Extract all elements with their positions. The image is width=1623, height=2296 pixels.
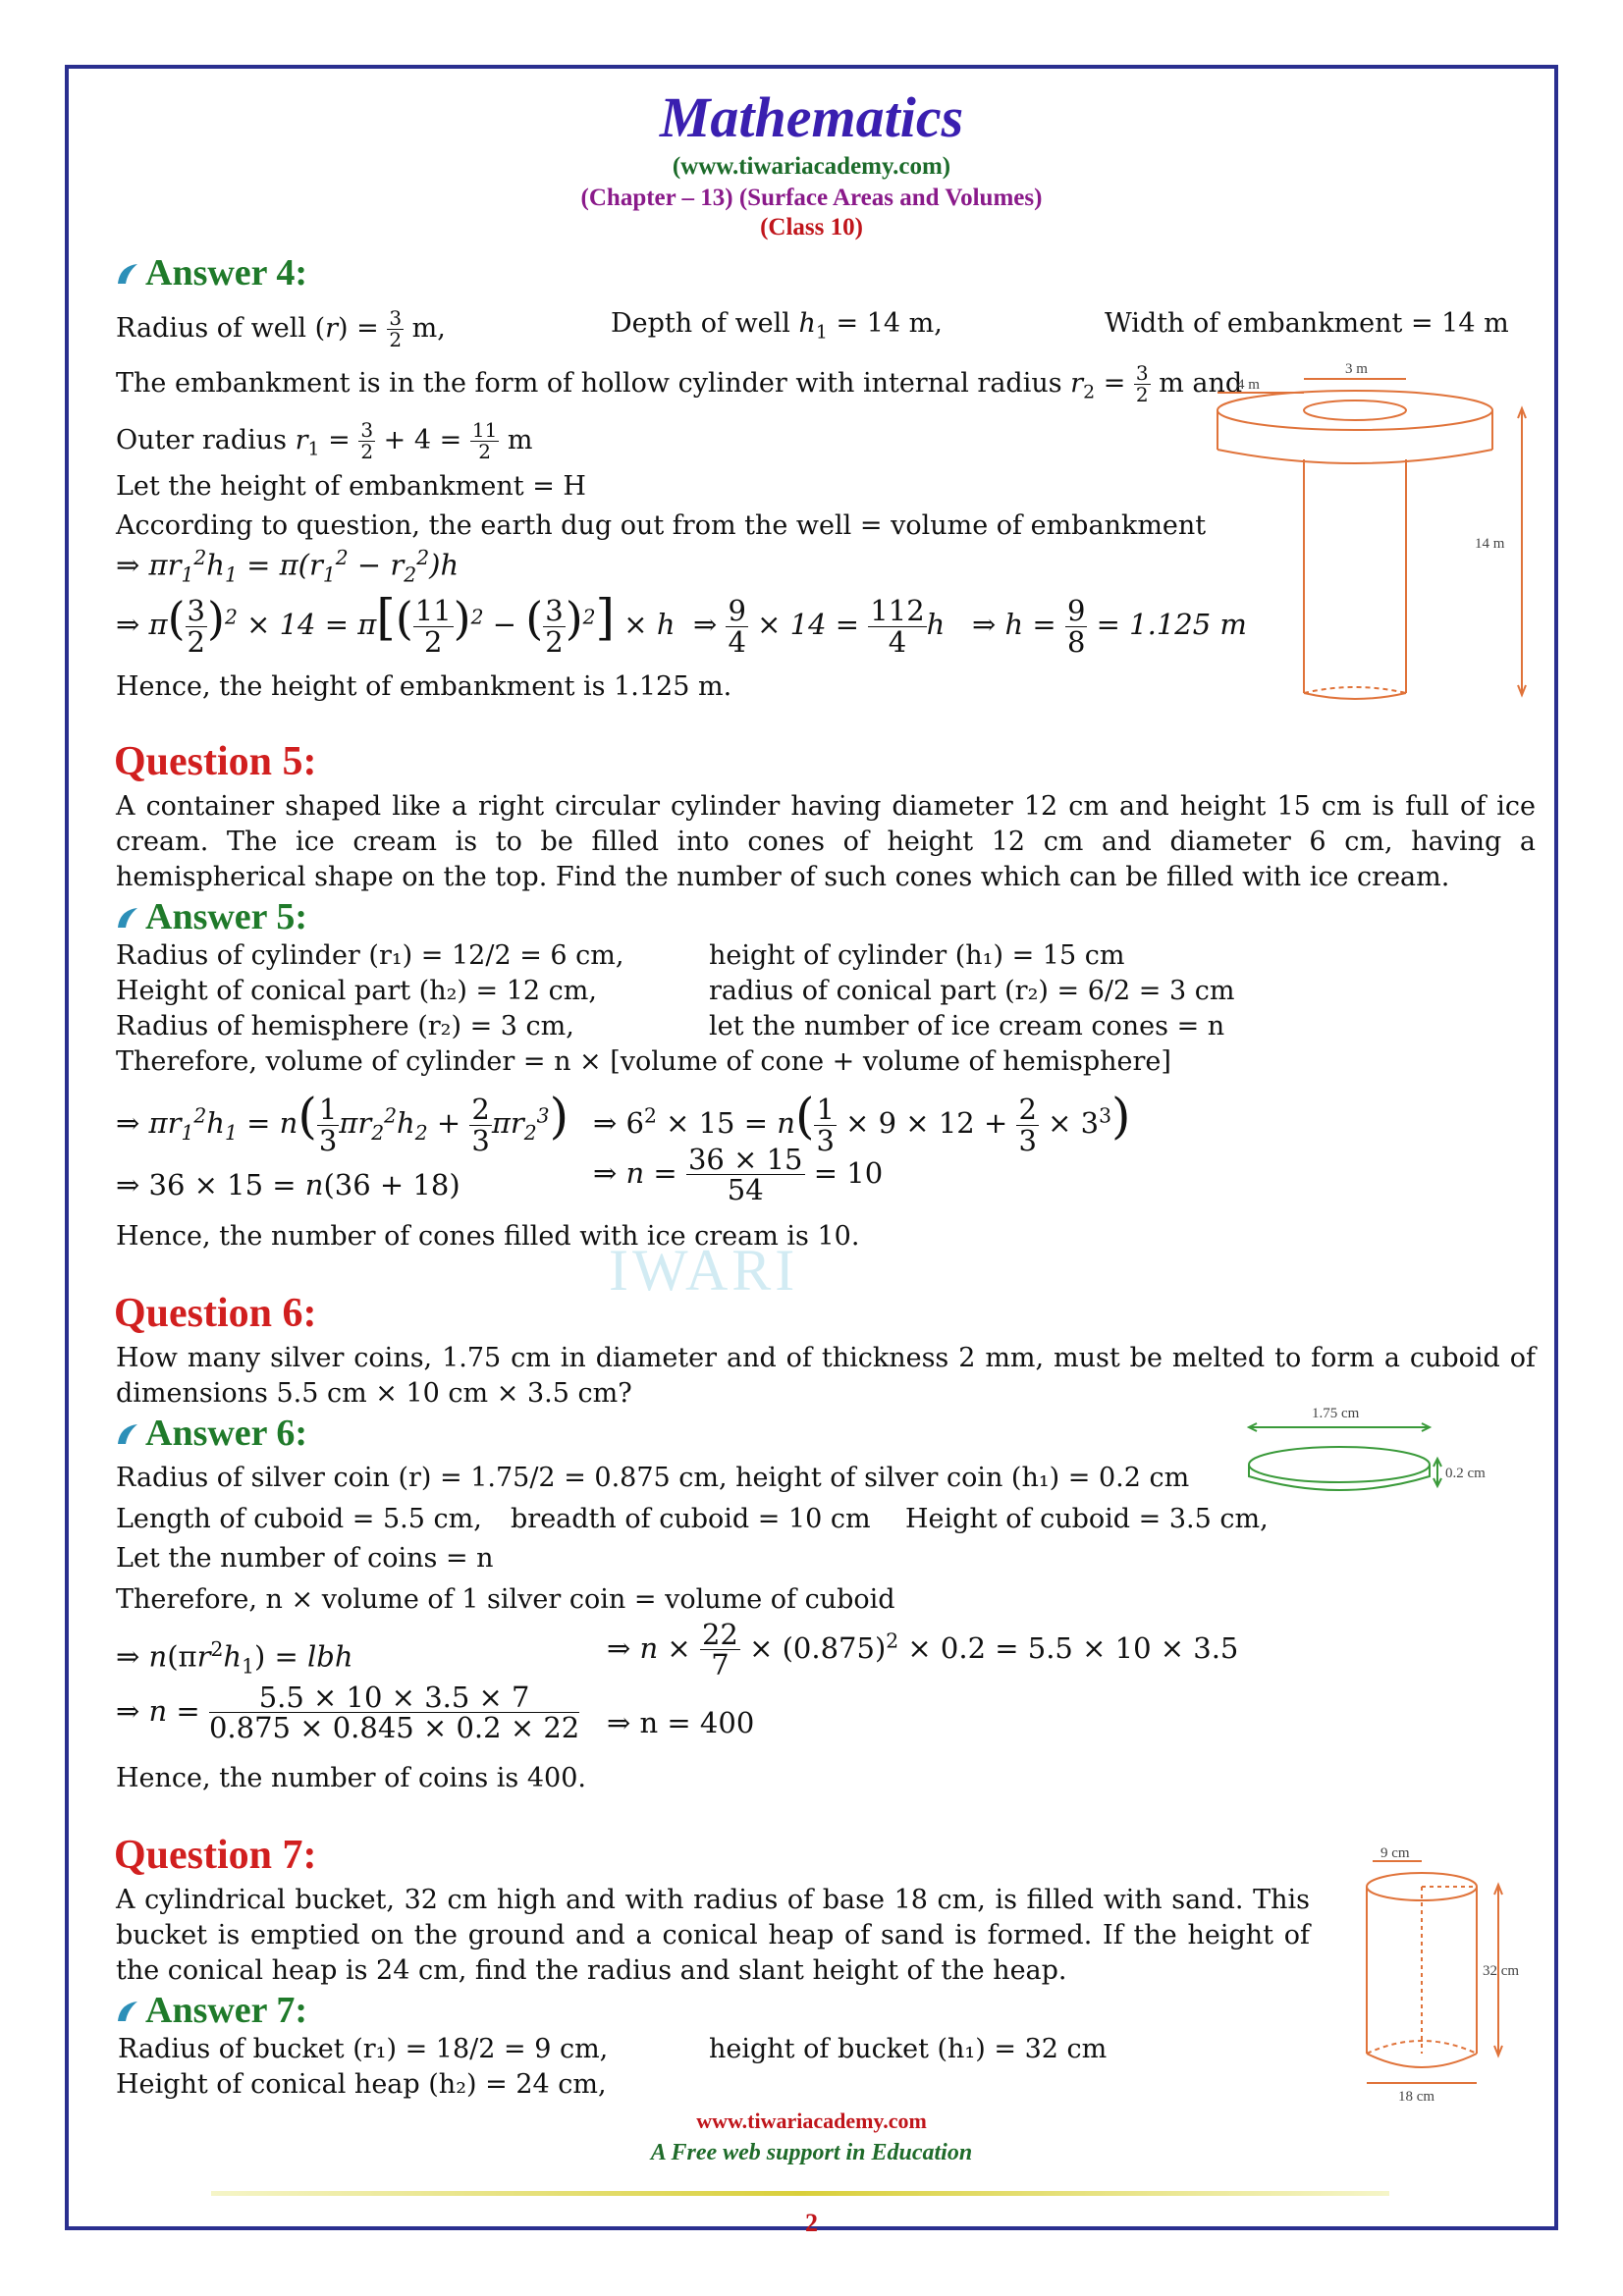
a6-eq2a-denominator: 0.875 × 0.845 × 0.2 × 22	[208, 1711, 580, 1745]
tiwari-logo-icon	[114, 1998, 141, 2025]
a6-conclusion: Hence, the number of coins is 400.	[116, 1763, 586, 1793]
bucket-figure	[1335, 1847, 1551, 2105]
embankment-label-right: 14 m	[1475, 536, 1505, 552]
question-7-heading: Question 7:	[114, 1833, 317, 1878]
footer-website: www.tiwariacademy.com	[696, 2109, 927, 2133]
a7-r1: Radius of bucket (r₁) = 18/2 = 9 cm,	[118, 2034, 609, 2064]
coin-label-diameter: 1.75 cm	[1312, 1406, 1360, 1421]
footer-divider	[211, 2191, 1389, 2196]
a5-eq1b: ⇒ $6^2 \times 15 = n$( $\frac{1}{3}$ × 9 × 12 + $\frac{2}{3}$ × $3^3$)	[593, 1088, 1131, 1157]
a6-eq2a: ⇒ n = $\frac{5.5 \times 10 \times 3.5 \times 7}{0.875 \times 0.845 \times 0.2 \times 22}$	[116, 1681, 580, 1745]
question-6-heading: Question 6:	[114, 1291, 317, 1336]
header-website: (www.tiwariacademy.com)	[672, 153, 951, 180]
question-6-text: How many silver coins, 1.75 cm in diameter and of thickness 2 mm, must be melted to form a cuboid of dimensions 5.5 cm × 10 cm × 3.5 cm?	[116, 1343, 1536, 1409]
coin-label-thickness: 0.2 cm	[1445, 1466, 1486, 1481]
answer-4-heading	[114, 251, 307, 294]
embankment-figure	[1208, 349, 1542, 713]
a5-r2: radius of conical part (r₂) = 6/2 = 3 cm	[709, 976, 1235, 1006]
a5-conclusion: Hence, the number of cones filled with ice cream is 10.	[116, 1221, 860, 1252]
question-5-text: A container shaped like a right circular cylinder having diameter 12 cm and height 15 cm is full of ice cream. The ice cream is to be filled into cones of height 12 cm and diameter 6 cm, having a hemispherical shape on the top. Find the number of such cones which can be filled with ice cream.	[116, 791, 1536, 892]
a4-given-width: Width of embankment = 14 m	[1105, 308, 1509, 339]
watermark: IWARI	[609, 1238, 799, 1303]
a5-h2: Height of conical part (h₂) = 12 cm,	[116, 976, 597, 1006]
a4-eq1: ⇒ $\pi r_1^2h_1 = \pi(r_1^2 - r_2^2)h$	[116, 546, 460, 587]
a4-line-form: The embankment is in the form of hollow cylinder with internal radius $r_2$ = $\frac{3}{2}$ m and	[116, 361, 1243, 406]
tiwari-logo-icon	[114, 1420, 141, 1448]
a6-height: Height of cuboid = 3.5 cm,	[905, 1504, 1269, 1534]
a5-eq2b: ⇒ n = $\frac{36 \times 15}{54}$ = 10	[593, 1143, 884, 1207]
answer-7-label: Answer 7:	[145, 1990, 308, 2031]
a6-let: Let the number of coins = n	[116, 1543, 494, 1574]
answer-5-label: Answer 5:	[145, 896, 308, 937]
a4-given-radius: Radius of well (r) = $\frac{3}{2}$ m,	[116, 306, 446, 351]
question-7-text: A cylindrical bucket, 32 cm high and with radius of base 18 cm, is filled with sand. This bucket is emptied on the ground and a conical heap of sand is formed. If the height of the conical heap is 24 cm, find the radius and slant height of the heap.	[116, 1885, 1310, 1986]
a5-rh: Radius of hemisphere (r₂) = 3 cm,	[116, 1011, 574, 1041]
a4-conclusion: Hence, the height of embankment is 1.125 m.	[116, 671, 732, 702]
a4-given-depth: Depth of well $h_1 = 14$ m,	[611, 308, 943, 344]
header-class: (Class 10)	[760, 214, 863, 240]
a6-length: Length of cuboid = 5.5 cm,	[116, 1504, 482, 1534]
page-title: Mathematics	[659, 85, 964, 149]
answer-4-label: Answer 4:	[145, 252, 308, 294]
a5-therefore: Therefore, volume of cylinder = n × [volume of cone + volume of hemisphere]	[116, 1046, 1171, 1077]
answer-7-heading	[114, 1989, 307, 2032]
a6-therefore: Therefore, n × volume of 1 silver coin = volume of cuboid	[116, 1584, 895, 1615]
question-5-heading: Question 5:	[114, 739, 317, 784]
a5-eq2a: ⇒ 36 × 15 = n(36 + 18)	[116, 1168, 460, 1201]
a6-eq2a-numerator: 5.5 × 10 × 3.5 × 7	[209, 1682, 579, 1713]
header-chapter: (Chapter – 13) (Surface Areas and Volumes)	[580, 185, 1043, 211]
bucket-label-top: 9 cm	[1380, 1847, 1410, 1861]
a6-eq1b: ⇒ n × $\frac{22}{7}$ × $(0.875)^2 \times 0.2 = 5.5 \times 10 \times 3.5$	[607, 1618, 1239, 1682]
a6-eq1a: ⇒ $n(\pi r^2h_1)$ = lbh	[116, 1637, 353, 1679]
page-number: 2	[805, 2209, 818, 2237]
a4-line-height: Let the height of embankment = H	[116, 471, 586, 502]
answer-6-heading	[114, 1412, 307, 1455]
a7-h2: Height of conical heap (h₂) = 24 cm,	[116, 2069, 607, 2100]
bucket-label-right: 32 cm	[1483, 1963, 1520, 1979]
a5-r1: Radius of cylinder (r₁) = 12/2 = 6 cm,	[116, 940, 624, 971]
bucket-label-bottom: 18 cm	[1398, 2089, 1435, 2105]
embankment-label-top: 3 m	[1345, 361, 1368, 377]
a4-line-outer: Outer radius $r_1$ = $\frac{3}{2}$ + 4 = $\frac{11}{2}$ m	[116, 418, 533, 463]
a5-n: let the number of ice cream cones = n	[709, 1011, 1225, 1041]
answer-6-label: Answer 6:	[145, 1413, 308, 1454]
tiwari-logo-icon	[114, 904, 141, 932]
a6-breadth: breadth of cuboid = 10 cm	[511, 1504, 871, 1534]
a5-eq1a: ⇒ $\pi r_1^2h_1 = n$( $\frac{1}{3}$ $\pi r_2^2h_2$ + $\frac{2}{3}$ $\pi r_2^3$)	[116, 1088, 569, 1157]
tiwari-logo-icon	[114, 260, 141, 288]
a6-line1: Radius of silver coin (r) = 1.75/2 = 0.875 cm, height of silver coin (h₁) = 0.2 cm	[116, 1463, 1190, 1493]
a5-h1: height of cylinder (h₁) = 15 cm	[709, 940, 1125, 971]
answer-5-heading	[114, 895, 307, 938]
a7-h1: height of bucket (h₁) = 32 cm	[709, 2034, 1108, 2064]
a4-eq2: ⇒ π( $\frac{3}{2}$ )$^2$ × 14 = π[( $\frac{11}{2}$ )$^2$ − ( $\frac{3}{2}$ )$^2$] × h ⇒ $\frac{9}{4}$ × 14 = $\frac{112}{4}$ h ⇒ h = $\frac{9}{8}$ = 1.125 m	[116, 589, 1247, 659]
footer-tagline: A Free web support in Education	[650, 2140, 973, 2165]
a4-line-according: According to question, the earth dug out from the well = volume of embankment	[116, 510, 1207, 541]
coin-figure	[1237, 1394, 1522, 1502]
embankment-label-left: 4 m	[1237, 377, 1260, 393]
a6-eq2b: ⇒ n = 400	[607, 1706, 755, 1739]
